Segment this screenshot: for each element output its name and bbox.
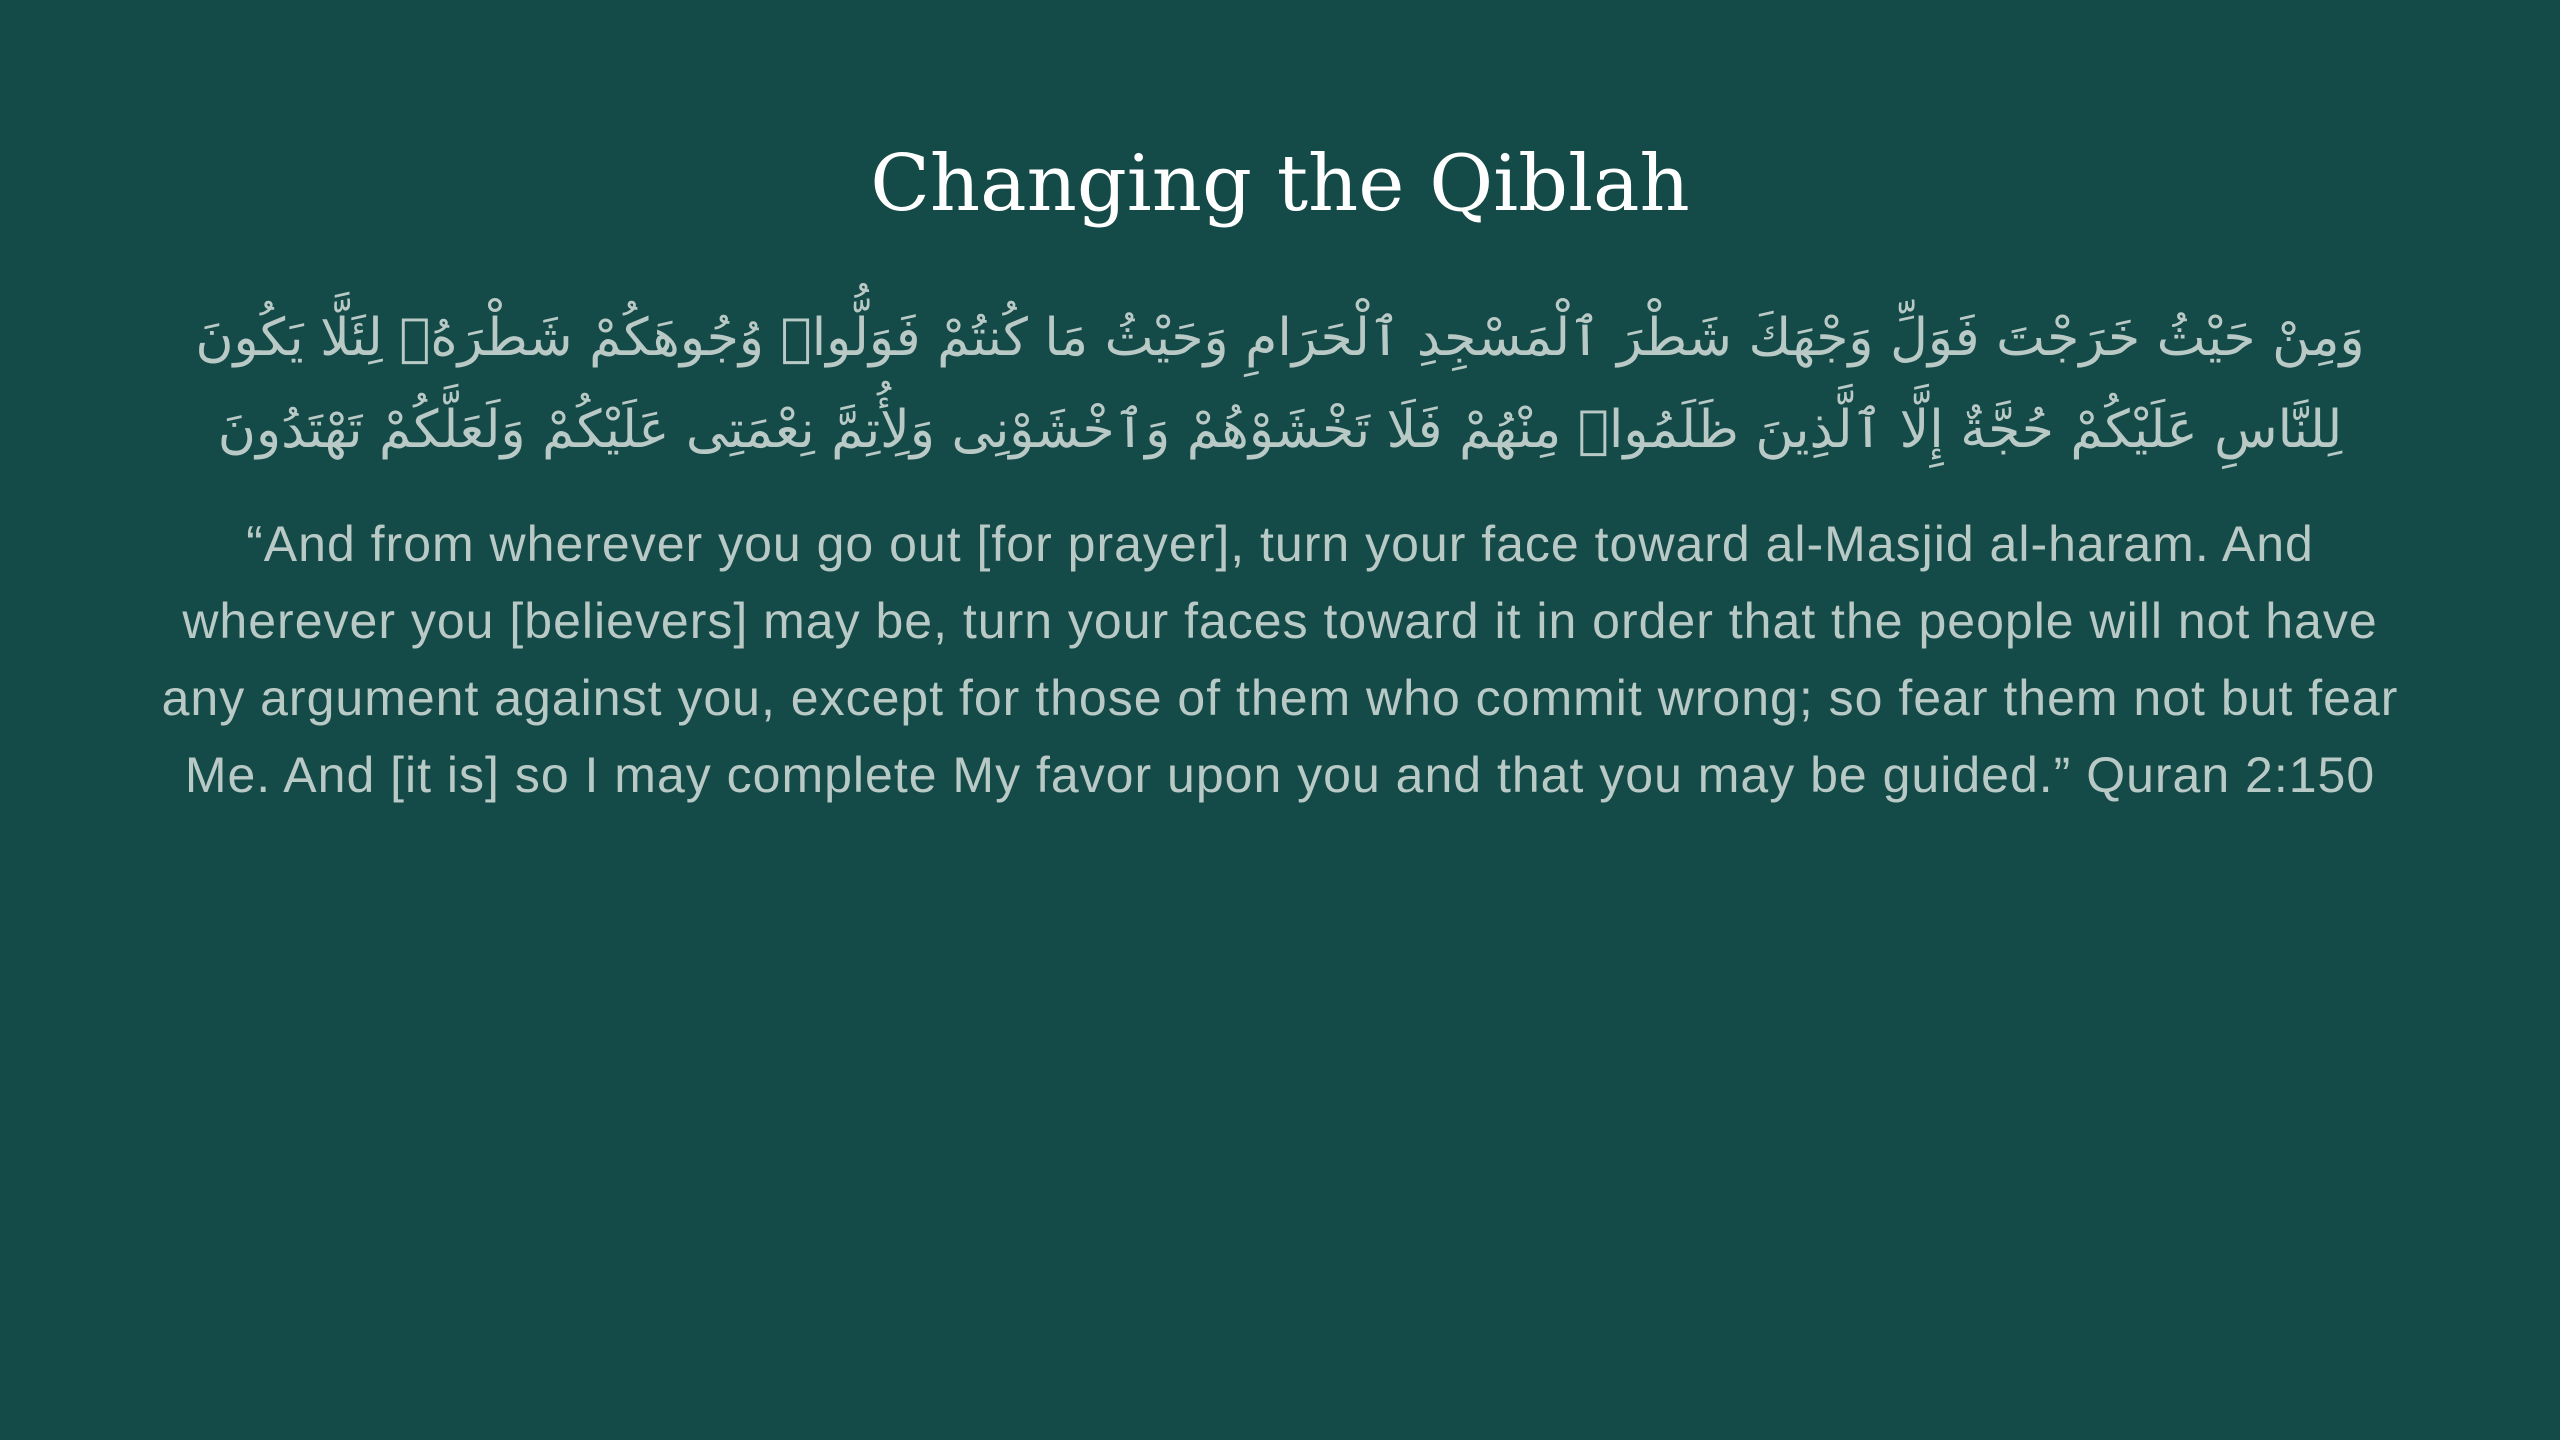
verse-translation: “And from wherever you go out [for prayer], turn your face toward al-Masjid al-haram. And wherever you [believers] may be, turn your faces toward it in order that the people will not have any argument against you, except for those of them who commit wrong; so fear them not but fear Me. And [it is] so I may complete My favor upon you and that you may be guided.” Quran 2:150: [161, 516, 2399, 803]
arabic-verse: وَمِنْ حَيْثُ خَرَجْتَ فَوَلِّ وَجْهَكَ شَطْرَ ٱلْمَسْجِدِ ٱلْحَرَامِ وَحَيْثُ مَا كُنتُمْ فَوَلُّوا۟ وُجُوهَكُمْ شَطْرَهُۥ لِئَلَّا يَكُونَ لِلنَّاسِ عَلَيْكُمْ حُجَّةٌ إِلَّا ٱلَّذِينَ ظَلَمُوا۟ مِنْهُمْ فَلَا تَخْشَوْهُمْ وَٱخْشَوْنِى وَلِأُتِمَّ نِعْمَتِى عَلَيْكُمْ وَلَعَلَّكُمْ تَهْتَدُونَ: [195, 308, 2365, 460]
slide-title: Changing the Qiblah: [870, 139, 1690, 229]
